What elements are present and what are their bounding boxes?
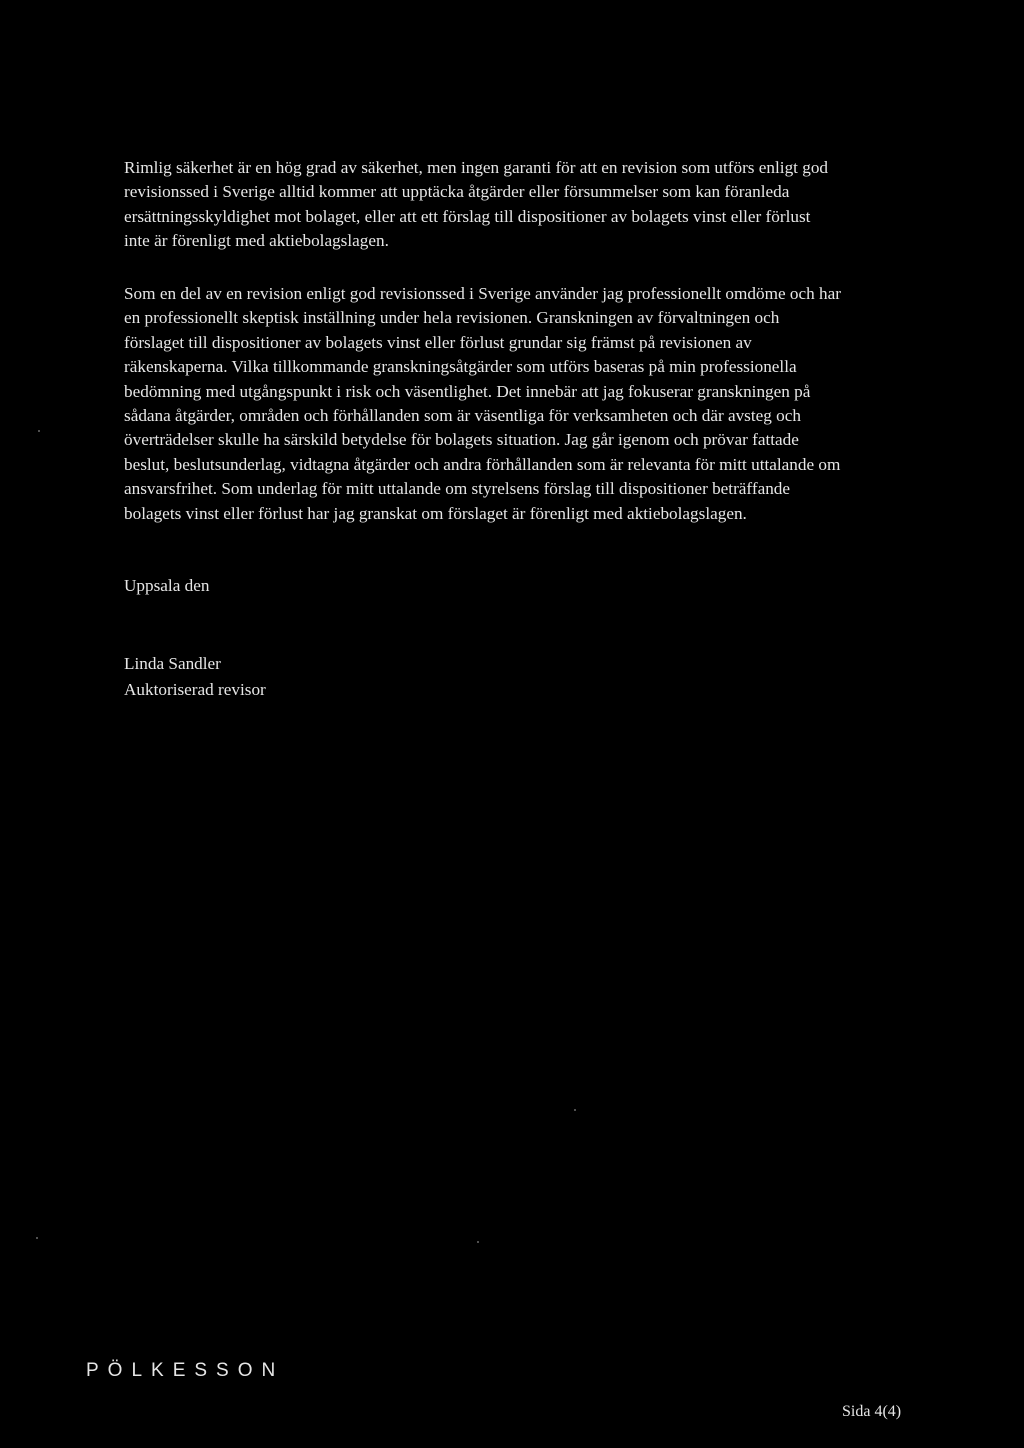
scan-speck bbox=[477, 1241, 479, 1243]
signatory-title: Auktoriserad revisor bbox=[124, 680, 266, 699]
text-line: överträdelser skulle ha särskild betydelse för bolagets situation. Jag går igenom och prövar fattade bbox=[124, 430, 799, 450]
paragraph-reasonable-assurance bbox=[124, 156, 924, 254]
page-number: Sida 4(4) bbox=[842, 1403, 902, 1420]
text-line: beslut, beslutsunderlag, vidtagna åtgärder och andra förhållanden som är relevanta för mitt uttalande om bbox=[124, 454, 841, 474]
text-line: Rimlig säkerhet är en hög grad av säkerhet, men ingen garanti för att en revision som utförs enligt god bbox=[124, 158, 829, 177]
text-line: revisionssed i Sverige alltid kommer att upptäcka åtgärder eller försummelser som kan föranleda bbox=[124, 182, 790, 202]
scan-speck bbox=[574, 1109, 576, 1111]
text-line: räkenskaperna. Vilka tillkommande granskningsåtgärder som utförs baseras på min professionella bbox=[124, 357, 797, 377]
scan-speck bbox=[38, 430, 40, 432]
text-line: förslaget till dispositioner av bolagets vinst eller förlust grundar sig främst på revisionen av bbox=[124, 332, 752, 352]
paragraph-audit-process bbox=[124, 282, 924, 526]
scan-speck bbox=[36, 1237, 38, 1239]
text-line: sådana åtgärder, områden och förhållanden som är väsentliga för verksamheten och där avsteg och bbox=[124, 406, 801, 426]
place-date: Uppsala den bbox=[124, 576, 210, 595]
text-line: inte är förenligt med aktiebolagslagen. bbox=[124, 231, 389, 251]
footer-logo: PÖLKESSON bbox=[86, 1360, 285, 1381]
text-line: bolagets vinst eller förlust har jag granskat om förslaget är förenligt med aktiebolagslagen. bbox=[124, 503, 747, 523]
signature-block bbox=[124, 651, 266, 703]
text-line: en professionellt skeptisk inställning under hela revisionen. Granskningen av förvaltningen och bbox=[124, 308, 780, 328]
text-line: ersättningsskyldighet mot bolaget, eller att ett förslag till dispositioner av bolagets vinst eller förlust bbox=[124, 206, 811, 226]
signatory-name: Linda Sandler bbox=[124, 654, 221, 673]
text-line: ansvarsfrihet. Som underlag för mitt uttalande om styrelsens förslag till dispositioner beträffande bbox=[124, 479, 791, 499]
text-line: bedömning med utgångspunkt i risk och väsentlighet. Det innebär att jag fokuserar granskningen på bbox=[124, 381, 811, 401]
text-line: Som en del av en revision enligt god revisionssed i Sverige använder jag professionellt omdöme och har bbox=[124, 284, 841, 303]
